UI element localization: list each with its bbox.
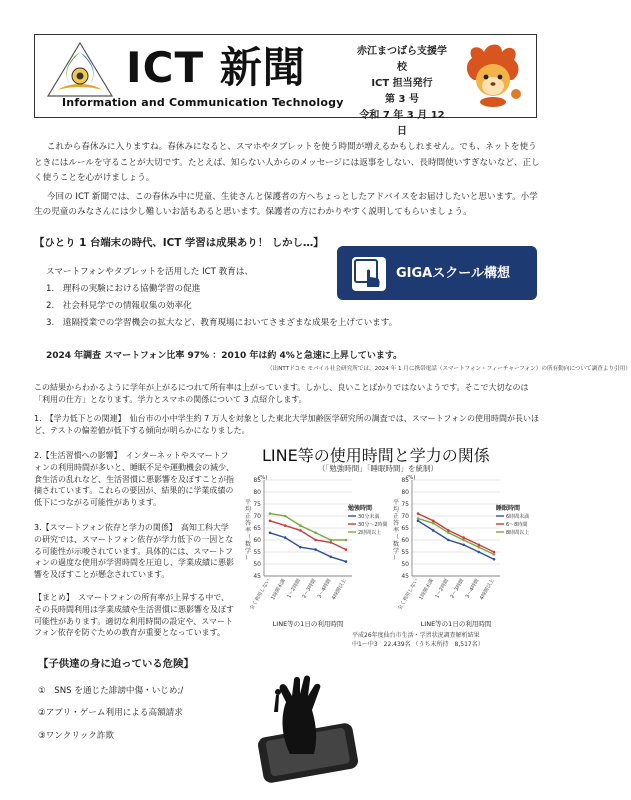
y-axis-label: ） bbox=[392, 555, 400, 562]
point-2: 2.【生活習慣への影響】 インターネットやスマートフォンの利用時間が多いと、睡眠不足や運動機会の減少、食生活の乱れなど、生活習慣に悪影響を及ぼすことが指摘されています。これらの要因が、結果的に学業成績の低下につながる可能性があります。 bbox=[34, 451, 234, 508]
page-title: ICT 新聞 bbox=[126, 43, 306, 92]
y-tick-label: 55 bbox=[253, 549, 261, 556]
data-point bbox=[432, 522, 435, 525]
section-heading: 【ひとり 1 台端末の時代、ICT 学習は成果あり！ しかし…】 bbox=[34, 237, 324, 249]
data-point bbox=[330, 541, 333, 544]
series-line bbox=[418, 518, 494, 554]
y-axis-label: 数 bbox=[392, 541, 400, 548]
touch-screen-icon bbox=[352, 257, 386, 291]
intro-paragraph: これから春休みに入りますね。春休みになると、スマホやタブレットを使う時間が増えるかもしれません。でも、ネットを使うときにはルールを守ることが大切です。たとえば、知らない人からのメッセージには返事をしない、長時間使いすぎないなど、正しく使うことを心がけましょう。 bbox=[34, 142, 540, 184]
achievements-list bbox=[46, 264, 398, 332]
data-point bbox=[345, 560, 348, 563]
y-tick-label: 55 bbox=[401, 549, 409, 556]
data-point bbox=[493, 553, 496, 556]
danger-item: ③ワンクリック詐欺 bbox=[38, 731, 114, 741]
list-lead: スマートフォンやタブレットを活用した ICT 教育は、 bbox=[46, 267, 254, 277]
y-tick-label: 75 bbox=[401, 501, 409, 508]
data-point bbox=[493, 558, 496, 561]
chart-title: LINE等の使用時間と学力の関係 bbox=[262, 446, 490, 465]
source-line: 中1〜中3 22,439名 （うち未所持 8,517名） bbox=[352, 640, 484, 648]
y-tick-label: 65 bbox=[253, 525, 261, 532]
y-tick-label: 80 bbox=[253, 489, 261, 496]
y-axis-label: 学 bbox=[244, 548, 252, 555]
data-point bbox=[269, 532, 272, 535]
y-axis-label: （ bbox=[244, 534, 252, 541]
school-name: 赤江まつばら支援学校 bbox=[357, 46, 447, 73]
y-axis-label: （ bbox=[392, 534, 400, 541]
data-point bbox=[417, 512, 420, 515]
school-info bbox=[356, 44, 448, 140]
x-tick-label: 3〜4時間 bbox=[464, 578, 481, 600]
list-item: 2. 社会科見学での情報収集の効率化 bbox=[46, 301, 192, 311]
x-tick-label: 1時間未満 bbox=[418, 578, 435, 602]
legend-label: 6時間未満 bbox=[506, 514, 530, 520]
data-point bbox=[330, 556, 333, 559]
series-line bbox=[270, 533, 346, 562]
data-point bbox=[447, 529, 450, 532]
x-tick-label: 1〜2時間 bbox=[286, 578, 303, 600]
x-tick-label: 全く利用しない bbox=[397, 578, 420, 612]
y-tick-label: 50 bbox=[253, 561, 261, 568]
data-point bbox=[330, 539, 333, 542]
y-tick-label: 45 bbox=[253, 573, 261, 580]
y-axis-label: 平 bbox=[244, 499, 252, 506]
y-axis-label: 均 bbox=[392, 506, 400, 513]
publisher: ICT 担当発行 bbox=[371, 78, 433, 89]
y-tick-label: 60 bbox=[401, 537, 409, 544]
data-point bbox=[284, 524, 287, 527]
giga-label: GIGAスクール構想 bbox=[396, 266, 510, 281]
data-point bbox=[462, 539, 465, 542]
y-axis-label: ） bbox=[244, 555, 252, 562]
y-tick-label: 45 bbox=[401, 573, 409, 580]
y-tick-label: 60 bbox=[253, 537, 261, 544]
phone-hand-illustration-icon bbox=[232, 672, 378, 784]
survey-note: （出NTTドコモ モバイル社会研究所では、2024 年 1 月に携帯電話（スマートフォン・フィーチャーフォン）の所有動向について調査より引用） bbox=[267, 366, 631, 372]
data-point bbox=[447, 539, 450, 542]
x-tick-label: 2〜3時間 bbox=[449, 578, 466, 600]
data-point bbox=[478, 544, 481, 547]
danger-heading: 【子供達の身に迫っている危険】 bbox=[38, 658, 194, 670]
page-subtitle: Information and Communication Technology bbox=[62, 96, 344, 109]
danger-item: ②アプリ・ゲーム利用による高額請求 bbox=[38, 708, 183, 718]
ict-logo-icon bbox=[44, 40, 116, 100]
point-1: 1. 【学力低下との関連】 仙台市の小中学生約 7 万人を対象とした東北大学加齢医学研究所の調査では、スマートフォンの使用時間が長いほど、テストの偏差値が低下する傾向が明らかになりました。 bbox=[34, 414, 540, 435]
data-point bbox=[462, 536, 465, 539]
legend-label: 6〜8時間 bbox=[506, 522, 528, 528]
y-axis-label: 正 bbox=[244, 513, 252, 520]
legend-label: 30分〜2時間 bbox=[358, 522, 388, 528]
legend-title: 勉強時間 bbox=[348, 505, 373, 512]
legend-label: 8時間以上 bbox=[506, 530, 530, 536]
data-point bbox=[345, 539, 348, 542]
issue-date: 令和 7 年 3 月 12 日 bbox=[359, 110, 445, 137]
data-point bbox=[417, 517, 420, 520]
y-tick-label: 70 bbox=[401, 513, 409, 520]
x-tick-label: 1時間未満 bbox=[270, 578, 287, 602]
y-axis-label: 数 bbox=[244, 541, 252, 548]
issue-number: 第 3 号 bbox=[385, 94, 419, 105]
y-tick-label: 85 bbox=[401, 477, 409, 484]
danger-item: ① SNS を通じた誹謗中傷・いじめ;/ bbox=[38, 686, 184, 696]
y-tick-label: 75 bbox=[253, 501, 261, 508]
x-axis-label: LINE等の1日の利用時間 bbox=[420, 620, 492, 628]
data-point bbox=[432, 520, 435, 523]
x-tick-label: 2〜3時間 bbox=[301, 578, 318, 600]
data-point bbox=[314, 539, 317, 542]
survey-headline: 2024 年調査 スマートフォン比率 97% ：2010 年は約 4%と急速に上昇しています。 bbox=[46, 351, 403, 361]
y-unit-label: (%) bbox=[406, 475, 416, 481]
y-axis-label: 率 bbox=[244, 527, 252, 534]
data-point bbox=[462, 544, 465, 547]
legend-label: 2時間以上 bbox=[358, 530, 382, 536]
y-axis-label: 正 bbox=[392, 513, 400, 520]
data-point bbox=[299, 524, 302, 527]
data-point bbox=[432, 529, 435, 532]
data-point bbox=[478, 551, 481, 554]
y-unit-label: (%) bbox=[258, 475, 268, 481]
list-item: 3. 遠隔授業での学習機会の拡大など、教育現場においてさまざまな成果を上げています。 bbox=[46, 318, 398, 328]
x-tick-label: 3〜4時間 bbox=[316, 578, 333, 600]
y-tick-label: 50 bbox=[401, 561, 409, 568]
legend-label: 30分未満 bbox=[358, 514, 380, 520]
legend-title: 睡眠時間 bbox=[496, 505, 521, 512]
y-axis-label: 答 bbox=[244, 520, 252, 527]
x-axis-label: LINE等の1日の利用時間 bbox=[272, 620, 344, 628]
series-line bbox=[418, 514, 494, 552]
y-axis-label: 平 bbox=[392, 499, 400, 506]
data-point bbox=[269, 512, 272, 515]
y-tick-label: 80 bbox=[401, 489, 409, 496]
data-point bbox=[269, 520, 272, 523]
data-point bbox=[478, 546, 481, 549]
data-point bbox=[314, 532, 317, 535]
series-line bbox=[270, 521, 346, 550]
data-point bbox=[299, 529, 302, 532]
x-tick-label: 1〜2時間 bbox=[434, 578, 451, 600]
y-axis-label: 率 bbox=[392, 527, 400, 534]
data-point bbox=[299, 546, 302, 549]
y-tick-label: 85 bbox=[253, 477, 261, 484]
y-tick-label: 65 bbox=[401, 525, 409, 532]
y-axis-label: 均 bbox=[244, 506, 252, 513]
data-point bbox=[314, 548, 317, 551]
data-point bbox=[417, 520, 420, 523]
mascot-icon bbox=[462, 42, 524, 108]
data-point bbox=[345, 548, 348, 551]
y-tick-label: 70 bbox=[253, 513, 261, 520]
data-point bbox=[493, 551, 496, 554]
data-point bbox=[447, 532, 450, 535]
source-line: 平成26年度仙台市生活・学習状況調査解析結果 bbox=[352, 632, 480, 639]
line-chart bbox=[240, 474, 540, 632]
summary-matome: 【まとめ】 スマートフォンの所有率が上昇する中で、その長時間利用は学業成績や生活習慣に悪影響を及ぼす可能性があります。適切な利用時間の設定や、スマートフォン依存を防ぐための教育が重要となっています。 bbox=[34, 593, 234, 638]
intro-paragraph: 今回の ICT 新聞では、この春休み中に児童、生徒さんと保護者の方へちょっとしたアドバイスをお届けしたいと思います。小学生の児童のみなさんには少し難しいお話もあると思います。保護者の方にわかりやすく説明してもらいましょう。 bbox=[34, 191, 538, 218]
intro-text bbox=[34, 140, 542, 224]
y-axis-label: 学 bbox=[392, 548, 400, 555]
source-note bbox=[352, 632, 484, 649]
data-point bbox=[284, 515, 287, 518]
chart-subtitle: （「勉強時間」「睡眠時間」を統制） bbox=[318, 464, 438, 473]
y-axis-label: 答 bbox=[392, 520, 400, 527]
point-3: 3.【スマートフォン依存と学力の関係】 高知工科大学の研究では、スマートフォン依存が学力低下の一因となる可能性が示唆されています。具体的には、スマートフォンの過度な使用が学習時間を圧迫し、学業成績に悪影響を及ぼすことが懸念されています。 bbox=[34, 523, 234, 580]
survey-summary: この結果からわかるように学年が上がるにつれて所有率は上がっています。しかし、良いことばかりではないようです。そこで大切なのは「利用の仕方」となります。学力とスマホの関係について 3 点紹介します。 bbox=[34, 383, 529, 404]
data-point bbox=[284, 536, 287, 539]
x-tick-label: 全く利用しない bbox=[249, 578, 272, 612]
x-tick-label: 4時間以上 bbox=[478, 578, 496, 602]
list-item: 1. 理科の実験における協働学習の促進 bbox=[46, 284, 201, 294]
x-tick-label: 4時間以上 bbox=[330, 578, 348, 602]
